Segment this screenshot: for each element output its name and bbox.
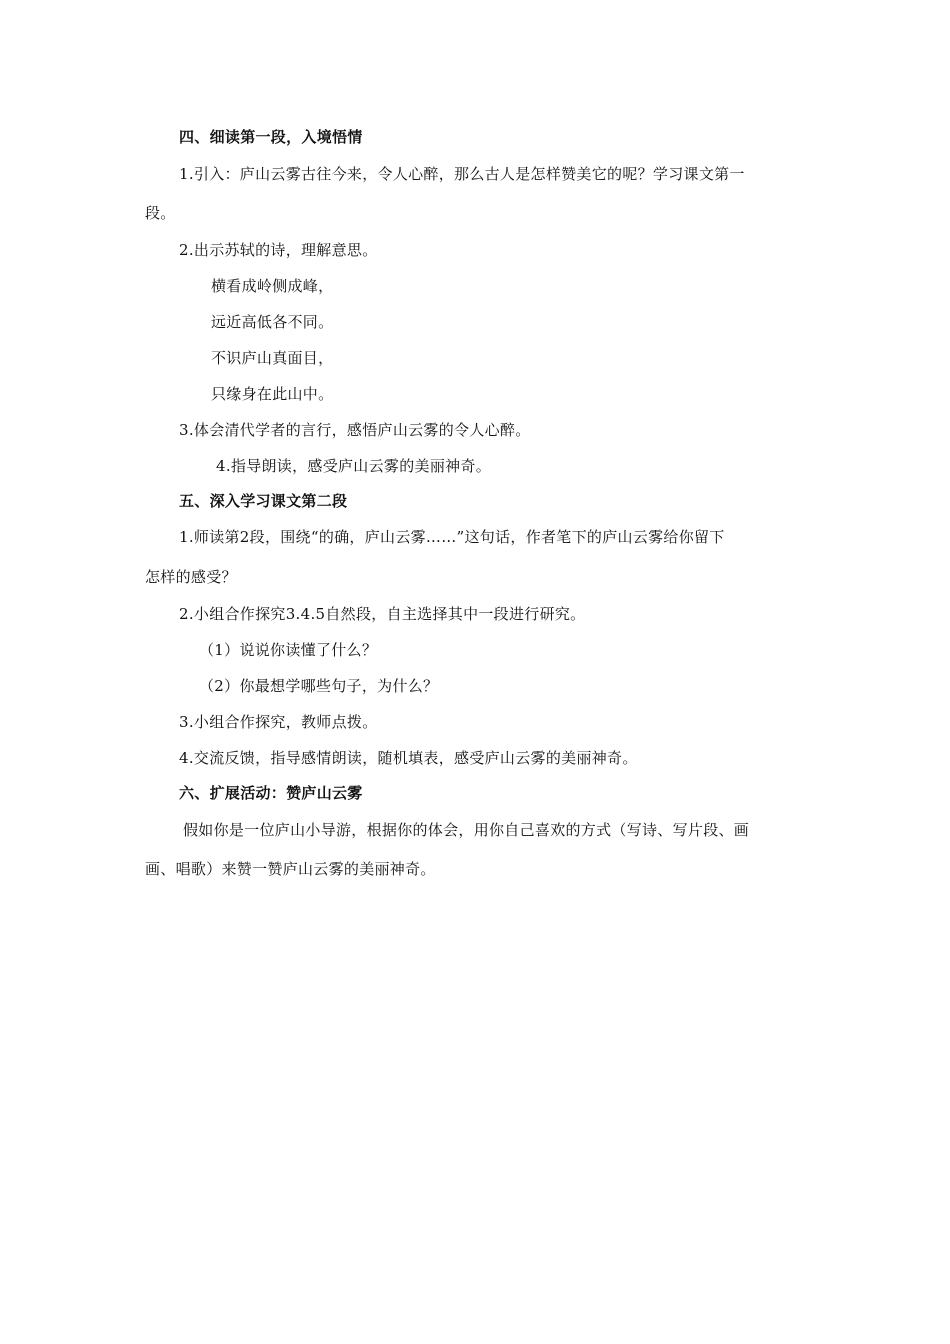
section5-item4: 4.交流反馈，指导感情朗读，随机填表，感受庐山云雾的美丽神奇。 [179,749,638,767]
section4-item3: 3.体会清代学者的言行，感悟庐山云雾的令人心醉。 [179,421,531,439]
section5-sub1: （1）说说你读懂了什么？ [199,641,378,659]
poem-line-1: 横看成岭侧成峰， [211,277,334,295]
section-heading-4: 四、细读第一段，入境悟情 [179,128,363,146]
section4-item4: 4.指导朗读，感受庐山云雾的美丽神奇。 [216,457,492,475]
section5-item1-line2: 怎样的感受？ [145,568,237,586]
section5-item3: 3.小组合作探究，教师点拨。 [179,713,378,731]
section6-para-line1: 假如你是一位庐山小导游，根据你的体会，用你自己喜欢的方式（写诗、写片段、画 [183,821,750,839]
section6-para-line2: 画、唱歌）来赞一赞庐山云雾的美丽神奇。 [145,860,436,878]
poem-line-4: 只缘身在此山中。 [211,385,334,403]
section5-item1-line1: 1.师读第2段，围绕“的确，庐山云雾……”这句话，作者笔下的庐山云雾给你留下 [179,528,725,546]
section5-item2: 2.小组合作探究3.4.5自然段，自主选择其中一段进行研究。 [179,605,586,623]
poem-line-2: 远近高低各不同。 [211,313,334,331]
section4-item1-line2: 段。 [145,204,176,222]
section4-item1-line1: 1.引入：庐山云雾古往今来，令人心醉，那么古人是怎样赞美它的呢？学习课文第一 [179,165,745,183]
section-heading-6: 六、扩展活动：赞庐山云雾 [179,784,363,802]
poem-line-3: 不识庐山真面目， [211,349,334,367]
section-heading-5: 五、深入学习课文第二段 [179,492,348,510]
section5-sub2: （2）你最想学哪些句子，为什么？ [199,677,439,695]
section4-item2: 2.出示苏轼的诗，理解意思。 [179,241,378,259]
